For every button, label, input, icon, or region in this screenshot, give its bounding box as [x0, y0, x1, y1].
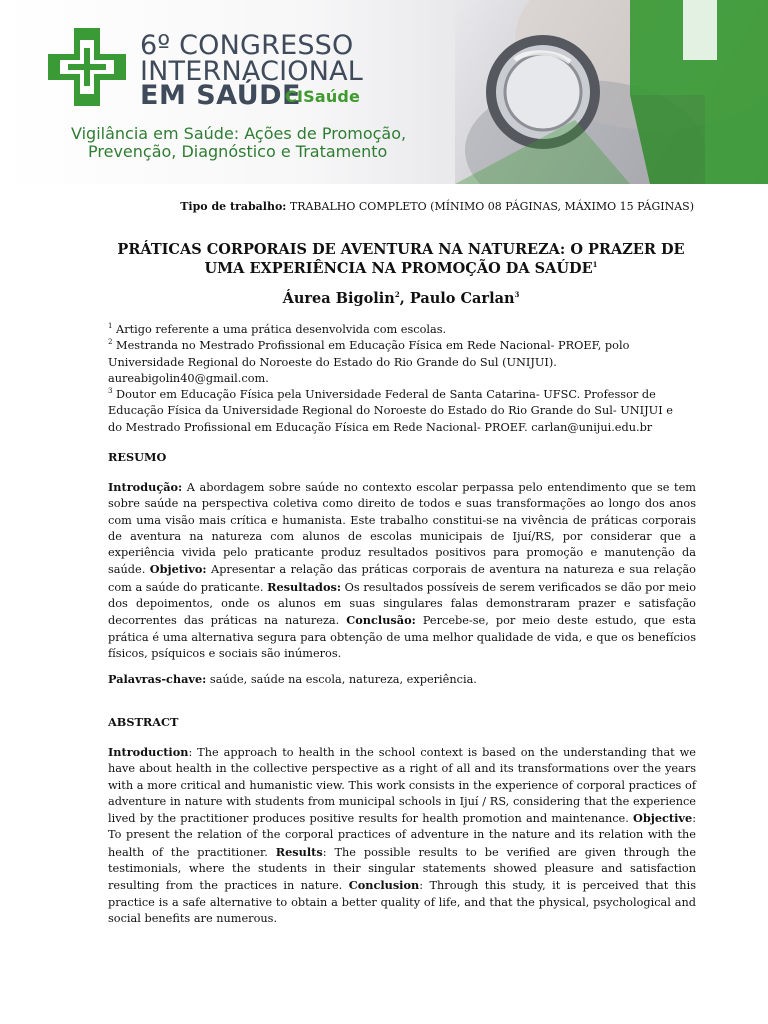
- congress-tagline-line1: Vigilância em Saúde: Ações de Promoção,: [71, 124, 407, 143]
- abstract-objective-label: Objective: [633, 811, 693, 826]
- resumo-body: [108, 479, 696, 662]
- paper-title-line2-wrap: [108, 259, 694, 278]
- keywords-label: Palavras-chave:: [108, 672, 207, 686]
- footnote-2-email: aureabigolin40@gmail.com.: [108, 371, 269, 385]
- resumo-intro-label: Introdução:: [108, 480, 183, 494]
- congress-title-line2: INTERNACIONAL: [140, 56, 364, 87]
- footnotes: [108, 322, 696, 436]
- green-cross-icon: [46, 26, 128, 108]
- paper-authors: [108, 290, 694, 307]
- abstract-conclusion-label: Conclusion: [348, 878, 420, 893]
- congress-header-banner: [0, 0, 768, 184]
- resumo-conclusion-label: Conclusão:: [346, 613, 416, 628]
- paper-title-line2: UMA EXPERIÊNCIA NA PROMOÇÃO DA SAÚDE: [204, 260, 593, 277]
- resumo-objective-text: Apresentar a relação das práticas corporais de aventura na natureza e sua relação com a saúde do praticante.: [108, 563, 696, 594]
- paper-title-line1: PRÁTICAS CORPORAIS DE AVENTURA NA NATUREZA: O PRAZER DE: [117, 241, 685, 258]
- footnote-3-line1: Doutor em Educação Física pela Universidade Federal de Santa Catarina- UFSC. Professor de: [112, 388, 656, 402]
- abstract-intro-label: Introduction: [108, 745, 189, 759]
- paper-title: [108, 240, 694, 278]
- congress-tagline-line2: Prevenção, Diagnóstico e Tratamento: [88, 142, 388, 161]
- abstract-heading: ABSTRACT: [108, 715, 179, 729]
- keywords-text: saúde, saúde na escola, natureza, experiência.: [206, 673, 477, 686]
- footnote-2-mark: 2: [108, 338, 113, 347]
- resumo-objective-label: Objetivo:: [149, 562, 207, 577]
- work-type-label: Tipo de trabalho:: [180, 200, 287, 213]
- congress-title-line3: EM SAÚDE: [140, 80, 302, 111]
- author-2-footnote-mark: 3: [514, 290, 520, 300]
- footnote-3-line2: Educação Física da Universidade Regional do Noroeste do Estado do Rio Grande do Sul- UNIJUI e: [108, 404, 673, 418]
- author-separator: ,: [399, 290, 410, 307]
- resumo-intro-text: A abordagem sobre saúde no contexto escolar perpassa pelo entendimento que se tem sobre saúde na perspectiva coletiva como direito de todos e suas transformações ao longo dos anos com uma visão mais crítica e humanista. Este trabalho constitui-se na vivência de práticas corporais de aventura na natureza com alunos de escolas municipais de Ijuí/RS, por considerar que a experiência vivida pelo praticante produz resultados positivos para promoção e manutenção da saúde.: [108, 481, 696, 577]
- resumo-heading: RESUMO: [108, 450, 167, 464]
- abstract-conclusion-text: : Through this study, it is perceived that this practice is a safe alternative to obtain a better quality of life, and that the physical, psychological and social benefits are numerous.: [108, 879, 696, 925]
- footnote-3-line3: do Mestrado Profissional em Educação Física em Rede Nacional- PROEF. carlan@unijui.edu.br: [108, 420, 653, 434]
- stethoscope-photo: [455, 0, 768, 184]
- abstract-body: [108, 744, 696, 927]
- work-type-line: [180, 200, 694, 213]
- resumo-results-text: Os resultados possíveis de serem verificados se dão por meio dos depoimentos, onde os alunos em suas singulares falas demonstraram prazer e satisfação decorrentes das práticas na natureza.: [108, 580, 697, 628]
- work-type-value: TRABALHO COMPLETO (MÍNIMO 08 PÁGINAS, MÁXIMO 15 PÁGINAS): [286, 200, 694, 213]
- title-footnote-mark: 1: [592, 260, 598, 270]
- author-1-footnote-mark: 2: [394, 290, 400, 300]
- footnote-1-text: Artigo referente a uma prática desenvolvida com escolas.: [112, 323, 447, 336]
- keywords: [108, 671, 696, 688]
- abstract-results-text: : The possible results to be verified are given through the testimonials, where the students in their singular statements showed pleasure and satisfaction resulting from the practices in nature.: [108, 845, 696, 893]
- footnote-3: [108, 387, 696, 403]
- author-name-1: Áurea Bigolin: [282, 290, 395, 307]
- footnote-1: [108, 322, 696, 338]
- footnote-2-line2: Universidade Regional do Noroeste do Estado do Rio Grande do Sul (UNIJUI).: [108, 355, 557, 369]
- footnote-2: [108, 338, 696, 354]
- resumo-results-label: Resultados:: [267, 579, 342, 594]
- footnote-2-line1: Mestranda no Mestrado Profissional em Educação Física em Rede Nacional- PROEF, polo: [112, 339, 630, 353]
- abstract-objective-text: : To present the relation of the corporal practices of adventure in the nature and its relation with the health of the practitioner.: [108, 812, 696, 859]
- abstract-intro-text: : The approach to health in the school context is based on the understanding that we have about health in the collective perspective as a right of all and its transformations over the years with a more critical and humanistic view. This work consists in the experience of corporal practices of adventure in nature with students from municipal schools in Ijuí / RS, considering that the experience lived by the practitioner produces positive results for health promotion and maintenance.: [108, 746, 696, 826]
- resumo-conclusion-text: Percebe-se, por meio deste estudo, que esta prática é uma alternativa segura para obtenção de uma melhor qualidade de vida, e que os benefícios físicos, psíquicos e sociais são inúmeros.: [108, 614, 696, 660]
- abstract-results-label: Results: [275, 844, 323, 859]
- congress-title-line1: 6º CONGRESSO: [140, 30, 354, 61]
- footnote-3-mark: 3: [108, 387, 113, 396]
- footnote-1-mark: 1: [108, 322, 113, 331]
- author-name-2: Paulo Carlan: [409, 290, 515, 307]
- congress-brand: CISaúde: [285, 87, 361, 106]
